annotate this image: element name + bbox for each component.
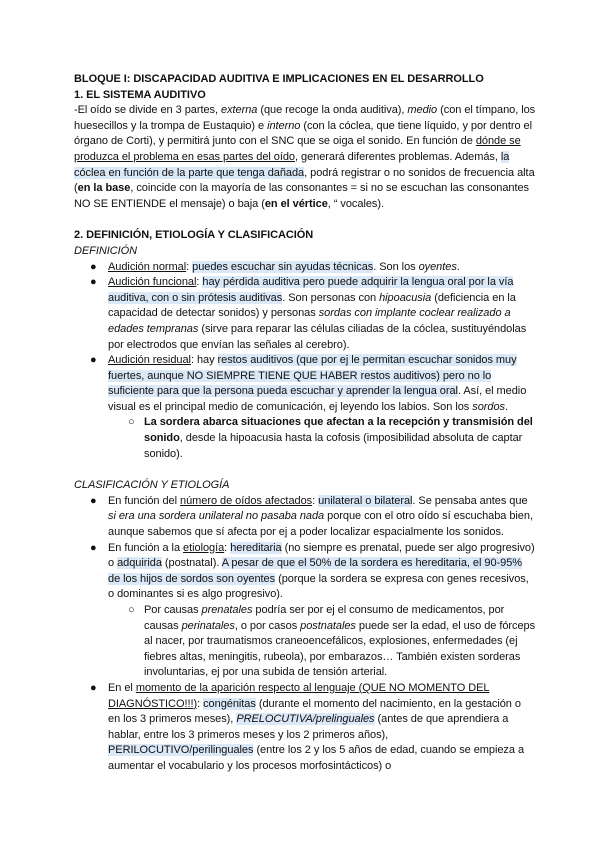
section-1-paragraph: -El oído se divide en 3 partes, externa (que recoge la onda auditiva), medio (con el tímpano, los huesecillos y la trompa de Eustaquio) e interno (con la cóclea, que tiene líquido, y por dentro el órgano de Corti), y permitirá junto con el SNC que se oiga el sonido. En función de dónde se produzca el problema en esas partes del oído, generará diferentes problemas. Además, la cóclea en función de la parte que tenga dañada, podrá registrar o no sonidos de frecuencia alta (en la base, coincide con la mayoría de las consonantes = si no se escuchan las consonantes NO SE ENTIENDE el mensaje) o baja (en el vértice, “ vocales). xyxy=(74,104,536,210)
definition-label: DEFINICIÓN xyxy=(74,244,138,257)
list-item: ● Audición funcional: hay pérdida auditiva pero puede adquirir la lengua oral por la vía auditiva, con o sin prótesis auditivas. Son personas con hipoacusia (deficiencia en la capacidad de detectar sonidos) y personas sordas con implante coclear realizado a edades tempranas (sirve para reparar las células ciliadas de la cóclea, sustituyéndolas por electrodos que envían las señales al cerebro). xyxy=(90,276,527,351)
section-2-title: 2. DEFINICIÓN, ETIOLOGÍA Y CLASIFICACIÓN xyxy=(74,229,314,242)
list-item: ○ Por causas prenatales podría ser por ej el consumo de medicamentos, por causas perinatales, o por casos postnatales puede ser la edad, el uso de fórceps al nacer, por traumatismos craneoencefálicos, explosiones, enfermedades (ej fiebres altas, meningitis, rubeola), por embarazos… También existen sorderas involuntarias, ej por una subida de tensión arterial. xyxy=(128,604,536,679)
list-item: ● En función del número de oídos afectados: unilateral o bilateral. Se pensaba antes que si era una sordera unilateral no pasaba nada porque con el otro oído sí escuchaba bien, aunque sabemos que sí afecta por ej a poder localizar espacialmente los sonidos. xyxy=(90,494,533,539)
list-item: ○ La sordera abarca situaciones que afectan a la recepción y transmisión del sonido, desde la hipoacusia hasta la cofosis (imposibilidad absoluta de captar sonido). xyxy=(128,416,533,460)
circle-bullet-icon: ○ xyxy=(128,604,135,616)
circle-bullet-icon: ○ xyxy=(128,416,135,429)
classification-list xyxy=(74,494,536,775)
bullet-icon: ● xyxy=(90,260,97,273)
bullet-icon: ● xyxy=(90,541,97,554)
section-1-title: 1. EL SISTEMA AUDITIVO xyxy=(74,88,206,101)
list-item: ● Audición normal: puedes escuchar sin ayudas técnicas. Son los oyentes. xyxy=(74,260,536,276)
list-item: ● En función a la etiología: hereditaria (no siempre es prenatal, puede ser algo progresivo) o adquirida (postnatal). A pesar de que el 50% de la sordera es hereditaria, el 90-95% de los hijos de sordos son oyentes (porque la sordera se expresa con genes recesivos, o dominantes si es algo progresivo). ○ Por causas prenatales podría ser por ej el consumo de medicamentos, por causas perinatales, o por casos postnatales puede ser la edad, el uso de fórceps al nacer, por traumatismos craneoencefálicos, explosiones, enfermedades (ej fiebres altas, meningitis, rubeola), por embarazos… También existen sorderas involuntarias, ej por una subida de tensión arterial. xyxy=(74,541,536,681)
classification-label: CLASIFICACIÓN Y ETIOLOGÍA xyxy=(74,479,230,492)
bullet-icon: ● xyxy=(90,681,97,694)
sub-list xyxy=(108,603,536,681)
bullet-icon: ● xyxy=(90,276,97,289)
document-heading: BLOQUE I: DISCAPACIDAD AUDITIVA E IMPLICACIONES EN EL DESARROLLO xyxy=(74,73,484,85)
document-page xyxy=(74,72,536,775)
definition-list xyxy=(74,260,536,463)
list-item: ● Audición residual: hay restos auditivos (que por ej le permitan escuchar sonidos muy fuertes, aunque NO SIEMPRE TIENE QUE HABER restos auditivos) pero no lo suficiente para que la persona pueda escuchar y aprender la lengua oral. Así, el medio visual es el principal medio de comunicación, ej leyendo los labios. Son los sordos. ○ La sordera abarca situaciones que afectan a la recepción y transmisión del sonido, desde la hipoacusia hasta la cofosis (imposibilidad absoluta de captar sonido). xyxy=(74,353,536,462)
bullet-icon: ● xyxy=(90,354,97,367)
sub-list xyxy=(108,415,536,462)
list-item: ● En el momento de la aparición respecto al lenguaje (QUE NO MOMENTO DEL DIAGNÓSTICO!!!): congénitas (durante el momento del nacimiento, en la gestación o en los 3 primeros meses), PRELOCUTIVA/prelinguales (antes de que aprendiera a hablar, entre los 3 primeros meses y los 2 primeros años), PERILOCUTIVO/perilinguales (entre los 2 y los 5 años de edad, cuando se empieza a aumentar el vocabulario y los procesos morfosintácticos) o xyxy=(90,681,525,772)
bullet-icon: ● xyxy=(90,494,97,507)
